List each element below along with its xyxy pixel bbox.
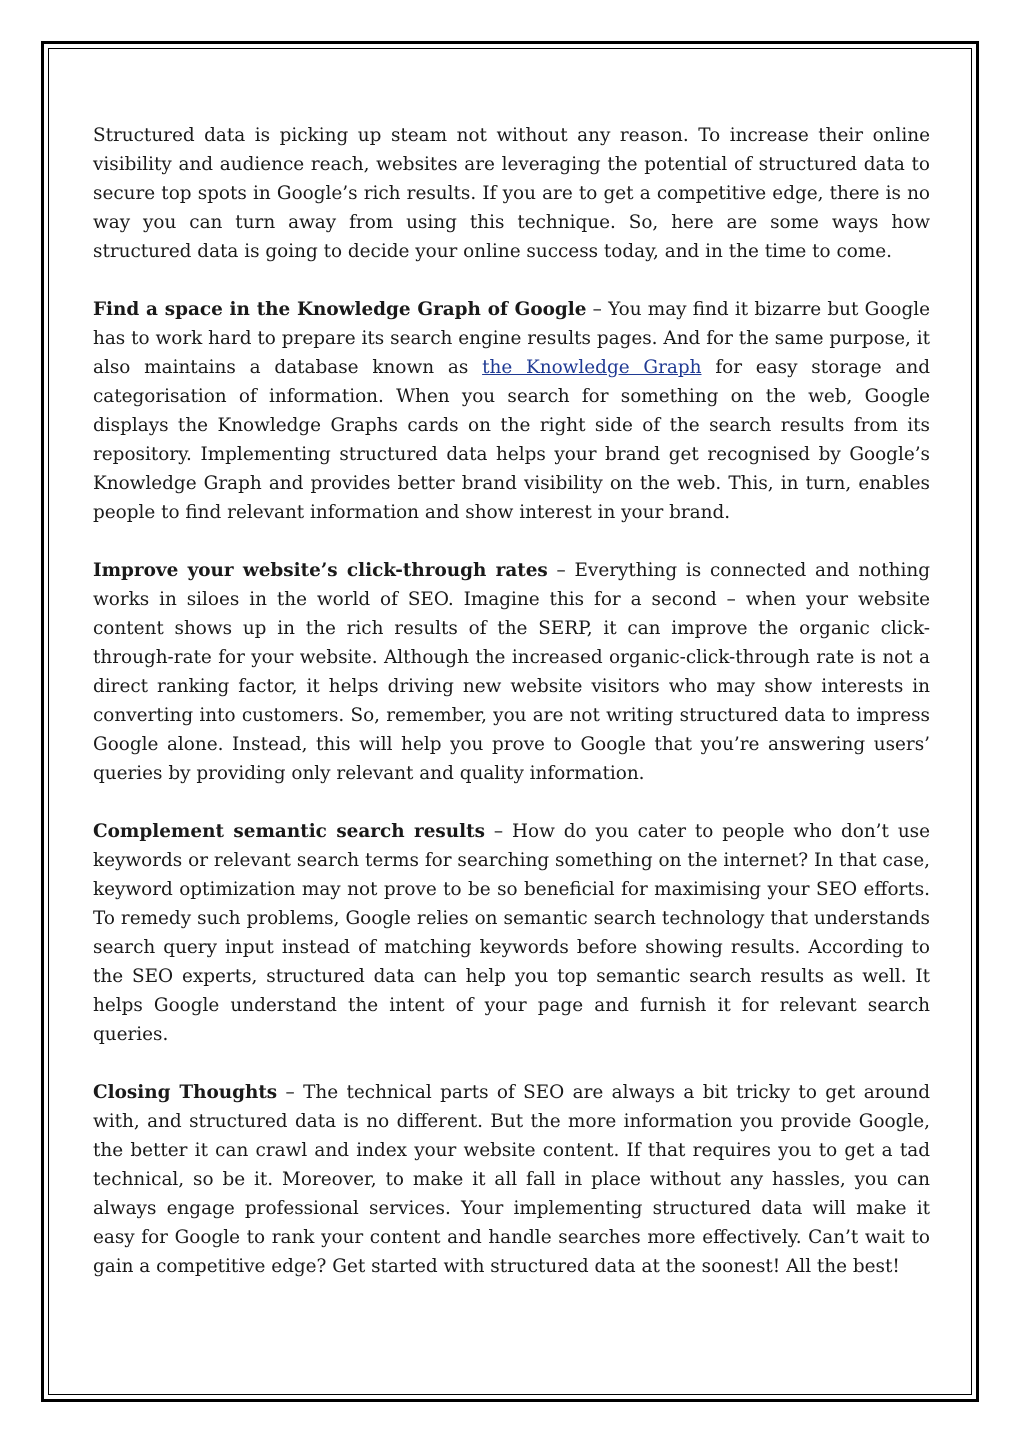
section-heading: Closing Thoughts	[93, 1082, 278, 1103]
section-click-through	[93, 556, 930, 788]
knowledge-graph-link[interactable]: the Knowledge Graph	[482, 357, 702, 378]
section-heading: Improve your website’s click-through rates	[93, 560, 548, 581]
section-text: – Everything is connected and nothing works in siloes in the world of SEO. Imagine this for a second – when your website content shows up in the rich results of the SERP, it can improve the organic click-through-rate for your website. Although the increased organic-click-through rate is not a direct ranking factor, it helps driving new website visitors who may show interests in converting into customers. So, remember, you are not writing structured data to impress Google alone. Instead, this will help you prove to Google that you’re answering users’ queries by providing only relevant and quality information.	[93, 560, 930, 784]
section-text: for easy storage and categorisation of information. When you search for something on the web, Google displays the Knowledge Graphs cards on the right side of the search results from its repository. Implementing structured data helps your brand get recognised by Google’s Knowledge Graph and provides better brand visibility on the web. This, in turn, enables people to find relevant information and show interest in your brand.	[93, 357, 931, 523]
section-semantic-search	[93, 817, 930, 1049]
section-text: – The technical parts of SEO are always a bit tricky to get around with, and structured data is no different. But the more information you provide Google, the better it can crawl and index your website content. If that requires you to get a tad technical, so be it. Moreover, to make it all fall in place without any hassles, you can always engage professional services. Your implementing structured data will make it easy for Google to rank your content and handle searches more effectively. Can’t wait to gain a competitive edge? Get started with structured data at the soonest! All the best!	[93, 1082, 930, 1277]
section-closing-thoughts	[93, 1078, 930, 1281]
section-knowledge-graph	[93, 295, 930, 527]
section-heading: Complement semantic search results	[93, 821, 485, 842]
section-text: – How do you cater to people who don’t use keywords or relevant search terms for searching something on the internet? In that case, keyword optimization may not prove to be so beneficial for maximising your SEO efforts. To remedy such problems, Google relies on semantic search technology that understands search query input instead of matching keywords before showing results. According to the SEO experts, structured data can help you top semantic search results as well. It helps Google understand the intent of your page and furnish it for relevant search queries.	[93, 821, 930, 1045]
intro-paragraph: Structured data is picking up steam not without any reason. To increase their online visibility and audience reach, websites are leveraging the potential of structured data to secure top spots in Google’s rich results. If you are to get a competitive edge, there is no way you can turn away from using this technique. So, here are some ways how structured data is going to decide your online success today, and in the time to come.	[93, 125, 930, 262]
section-heading: Find a space in the Knowledge Graph of Google	[93, 299, 587, 320]
section-text: – You may find it bizarre but Google has to work hard to prepare its search engine results pages. And for the same purpose, it also maintains a database known as	[93, 299, 930, 378]
document-body	[93, 121, 930, 1310]
